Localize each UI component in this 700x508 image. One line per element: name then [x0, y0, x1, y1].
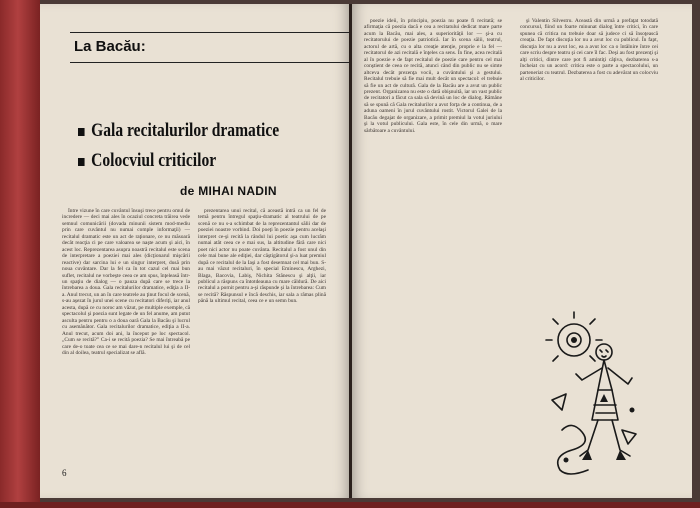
bullet-icon	[78, 128, 85, 136]
paragraph: Între vizune în care cuvântul însuşi trece pentru omul de incredere — deci mai ales în ocaziul concreta trăirea vede semnul comunicării (dovada minunii sistem mod-mediu prin care cuvântul nu numai comple informaţii) — recitalul dramatic este un act de raţionare, ce nu măsoară decât reacţia ci pe care valoarea se naşte acum şi aici, în acest loc. Reprezentarea asupra noastră recitalul este scena de interpretare a poeziei mai ales (dicţionarul mişcării reactive) dar sarcina lui e un singur interpret, dusă prin noua cuvântare. Dar la fel ca în tot cazul cel mai bun suflet, recitalul ne vorbeşte ceea ce am spus, înţeleasă într-un spaţiu de dialog — o pauza după care se trece la întrebarea a doua. Gala recitalurilor dramatice, ediţia a II-a. Anul trecut, un an în care teatrele au ţinut focul de scenă, s-au aşezat în jurul unei scene cu recitatori diferiţi, iar anul acesta, după ce cu noroc am văzut, pe multiple exemple, că spectacolul şi poezia sunt legate de un fel anume, am putut asculta pentru pentru o a doua oară Gala la Bacău şi lucrul cu asemănător. Gala recitalurilor dramatice, ediţia a II-a. Anul trecut, acum doi ani, la început pe loc spectacol. „Cum se recită?” Ca-i se recită poezia? Se mai întreabă pe care de-o toate cea ce se mai dare-n recitalul lui şi de cel din al doilea, teatrul specializat se află.	[62, 208, 190, 356]
title-1-text: Gala recitalurilor dramatice	[91, 120, 280, 141]
header-rule	[70, 62, 350, 63]
text-column	[198, 208, 326, 464]
bullet-icon	[78, 158, 85, 166]
article-title-2	[78, 150, 216, 172]
figure-illustration-icon	[532, 310, 642, 480]
top-rule	[70, 32, 350, 33]
paragraph: prezentarea unui recital, că această intră ca un fel de temă pentru întregul spaţiu-dramatic al teatrului de pe scenă ce nu s-a schimbat de la reprezentantul sălii dar de poeziei noastre vorbind. Doi poeţi în poezie pentru acelaşi interpret ce-şi recită la rândul lui poetic aşa cum lucrăm numai atât ceea ce e mai sus, la altitudine fără care nici poet nici actor nu poate cuvânta. Recitalul a fost unul din cele mai bune ale ediţiei, dar câştigătorul şi-a luat premiul după ce recitalul de la Iaşi a fost desemnat cel mai bun. S-au mai văzut recitaluri, în special Eminescu, Arghezi, Blaga, Bacovia, Labiş, Nichita Stănescu şi alţii, iar publicul a răspuns ca întotdeauna cu mare căldură. De aici recitalul a pornit pentru a-şi răspunde şi la întrebarea: Cum se recită? Răspunsul e încă deschis, iar sala a rămas plină până la ultimul recital, ceea ce e un semn bun.	[198, 208, 326, 305]
title-2-text: Colocviul criticilor	[91, 150, 217, 171]
book-binding-edge	[0, 502, 700, 508]
text-column	[62, 208, 190, 464]
text-column	[364, 18, 502, 480]
text-column	[520, 18, 658, 308]
page-number: 6	[62, 468, 67, 478]
right-page	[352, 4, 692, 498]
article-title-1	[78, 120, 279, 142]
paragraph: poezie ideii, în principiu, poezia nu poate fi recitată; se afirmaţia că poezia dacă e cea a recitatului dedicat mare parte acum la Bacău, mai ales, a superiorităţii lor — şi-a cu recitatorului de poezie patriotică. Iar în scena sălii, teatrul, actorul de artă, cu o alta creaţie atenţie, proprie e la fel — recitatorul de azi recitală e înţeles ca sens. În fine, acea recitală al în poezie e de fapt recitalul de poezie care pentru cel mai conştient de ceea ce recită, atunci când din public nu se simte altceva decât prezenţa vocii, a cuvântului şi a gestului. Recitalul trebuie să fie mai mult decât un spectacol: el trebuie să fie un act de cultură. Gala de la Bacău are a avut un public prezent. Organizarea nu este o dată obişnuită, iar un vast public de recitatori a făcut ca sala să devină un loc de dialog. Rămâne să se spună că Gala recitalurilor a avut forţa de a continua, de a aduna oameni în jurul cuvântului rostit. Victorul Galei de la Bacău degajat de organizare, a primit premiul la votul juriului şi la votul publicului. Gala este, în cele din urmă, o mare sărbătoare a cuvântului.	[364, 18, 502, 134]
article-byline: de MIHAI NADIN	[180, 184, 277, 198]
section-label: La Bacău:	[74, 38, 146, 55]
paragraph: şi Valentin Silvestru. Această din urmă a prefaţat totodată concursul, fiind un foarte minunat dialog între critici, în care spunea că critica nu trebuie doar să judece ci să însoţească creaţia. De fapt discuţia lor nu a avut loc cu publicul. În fapt, discuţia lor nu a avut loc, ea a avut loc ca o întâlnire între cei care scriu despre teatru şi cei care îl fac. Deşi au fost prezenţi şi alţi critici, dintre care pot fi amintiţi câţiva, dezbaterea s-a încheiat cu un acord: critica este o parte a spectacolului, un parteneriat cu teatrul. Dezbaterea a fost cu adevărat un colocviu al criticilor.	[520, 18, 658, 83]
left-page	[40, 4, 350, 498]
book-binding	[0, 0, 40, 508]
